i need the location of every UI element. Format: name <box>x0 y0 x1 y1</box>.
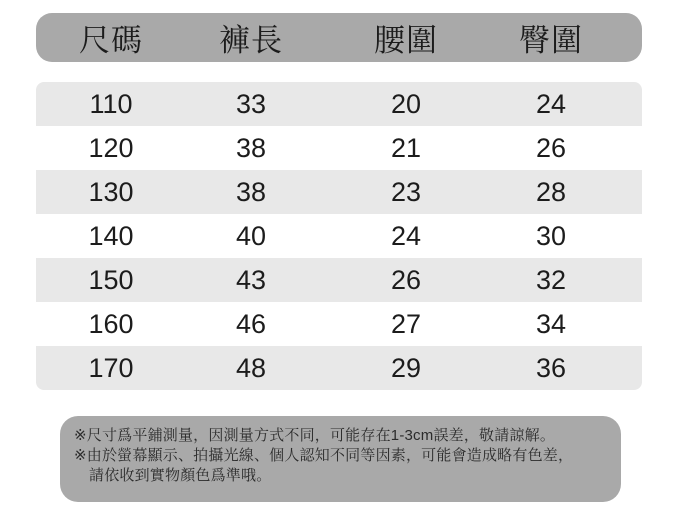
cell-hip: 26 <box>535 132 567 163</box>
cell-hip: 28 <box>535 176 567 207</box>
cell-hip: 30 <box>535 220 567 251</box>
cell-waist: 23 <box>390 176 422 207</box>
cell-waist: 24 <box>390 220 422 251</box>
table-row <box>36 346 642 390</box>
cell-waist: 29 <box>390 352 422 383</box>
cell-length: 46 <box>235 308 267 339</box>
cell-size: 160 <box>88 308 134 339</box>
cell-size: 140 <box>88 220 134 251</box>
table-row <box>36 302 642 346</box>
table-row <box>36 258 642 302</box>
table-row <box>36 170 642 214</box>
cell-size: 150 <box>88 264 134 295</box>
cell-waist: 21 <box>390 132 422 163</box>
table-body <box>36 82 642 390</box>
cell-size: 170 <box>88 352 134 383</box>
header-cell-hip: 臀圍 <box>519 23 583 58</box>
cell-hip: 24 <box>535 88 567 119</box>
cell-length: 33 <box>235 88 267 119</box>
cell-size: 110 <box>89 88 133 119</box>
table-row <box>36 126 642 170</box>
cell-size: 120 <box>88 132 134 163</box>
cell-waist: 20 <box>390 88 422 119</box>
notes-box <box>60 416 621 502</box>
table-row <box>36 82 642 126</box>
cell-hip: 32 <box>535 264 567 295</box>
header-cell-size: 尺碼 <box>79 23 143 58</box>
note-line-color-2: 請依收到實物顏色爲準哦。 <box>89 467 272 484</box>
cell-size: 130 <box>88 176 134 207</box>
cell-length: 43 <box>235 264 267 295</box>
header-cell-waist: 腰圍 <box>374 23 438 58</box>
note-line-measurement: ※尺寸爲平鋪測量，因測量方式不同，可能存在1-3cm誤差，敬請諒解。 <box>74 427 556 444</box>
size-table <box>36 13 642 390</box>
cell-hip: 34 <box>535 308 567 339</box>
table-header <box>36 13 642 62</box>
cell-hip: 36 <box>535 352 567 383</box>
note-line-color-1: ※由於螢幕顯示、拍攝光線、個人認知不同等因素，可能會造成略有色差， <box>74 447 574 464</box>
table-row <box>36 214 642 258</box>
cell-length: 38 <box>235 132 267 163</box>
header-cell-length: 褲長 <box>219 23 283 58</box>
cell-waist: 27 <box>390 308 422 339</box>
cell-length: 48 <box>235 352 267 383</box>
cell-waist: 26 <box>390 264 422 295</box>
cell-length: 40 <box>235 220 267 251</box>
cell-length: 38 <box>235 176 267 207</box>
